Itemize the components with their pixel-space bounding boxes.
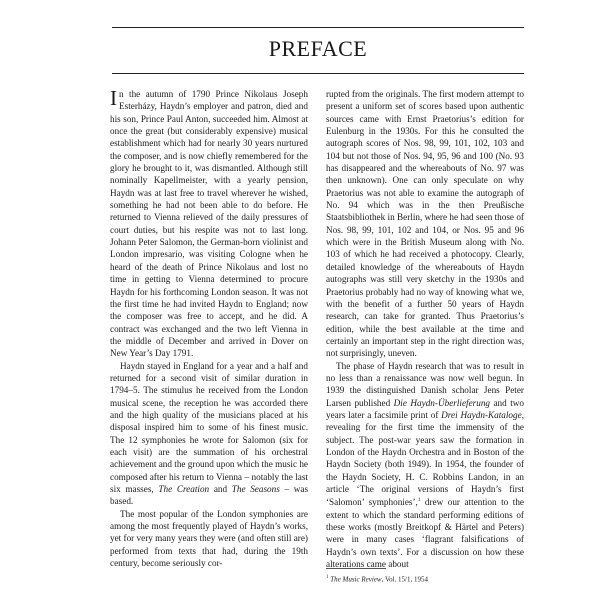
paragraph (110, 508, 308, 570)
paragraph-text: – was based. (110, 484, 309, 507)
work-title: Drei Haydn-Kataloge (441, 409, 522, 420)
paragraph-text: Haydn stayed in England for a year and a half and returned for a second visit of similar duration in 1794–5. The stimulus he received from the London musical scene, the reception he was accorded there and the high quality of the musicians placed at his disposal inspired him to some of his finest music. The 12 symphonies he wrote for Salomon (six for each visit) are the summation of his orchestral achievement and the ground upon which the music he composed after his return to Vienna – notably the last six masses, (110, 360, 308, 494)
paragraph-text: rupted from the originals. The first modern attempt to present a uniform set of scores based upon authentic sources came with Ernst Praetorius’s edition for Eulenburg in the 1930s. For this he consulted the autograph scores of Nos. 98, 99, 101, 102, 103 and 104 but not those of Nos. 94, 95, 96 and 100 (No. 93 has disappeared and the whereabouts of No. 97 was then unknown). One can only speculate on why Praetorius was not able to examine the autograph of No. 94 which was in the then Preußische Staatsbibliothek in Berlin, where he had seen those of Nos. 98, 99, 101, 102 and 104, or Nos. 95 and 96 which were in the British Museum along with No. 103 of which he had received a photocopy. Clearly, detailed knowledge of the whereabouts of Haydn autographs was still very sketchy in the 1930s and Praetorius probably had no way of knowing what we, with the benefit of a further 50 years of Haydn research, can take for granted. Thus Praetorius’s edition, while the best available at the time and certainly an important step in the right direction was, not surprisingly, uneven. (326, 89, 524, 359)
paragraph-text: The phase of Haydn research that was to result in no less than a renaissance was now well begun. In 1939 the distinguished Danish scholar Jens Peter Larsen published (326, 360, 524, 408)
paragraph-text: and two years later a facsimile print of (326, 397, 524, 420)
top-rule (112, 27, 524, 28)
right-column (326, 88, 524, 570)
work-title: Die Haydn-Überlieferung (393, 397, 491, 408)
footnote-marker: 1 (326, 575, 329, 580)
footnote-reference: 1 (417, 498, 421, 504)
paragraph (326, 360, 524, 571)
page-title: PREFACE (268, 36, 368, 61)
paragraph-text: , revealing for the first time the immensity of the subject. The post-war years saw the formation in London of the Haydn Orchestra and in Boston of the Haydn Society (both 1949). In 1954, the founder of the Haydn Society, H. C. Robbins Landon, in an article ‘The original versions of Haydn’s first ‘Salomon’ symphonies’, (326, 409, 524, 508)
heading-rule (112, 73, 524, 74)
paragraph (326, 88, 524, 360)
paragraph (110, 360, 308, 508)
work-title: The Seasons (231, 484, 280, 494)
paragraph (110, 88, 308, 360)
work-title: The Creation (158, 484, 210, 494)
left-column (110, 88, 308, 569)
drop-cap: I (110, 86, 117, 110)
footnote-details: , Vol. 15/1, 1954 (381, 575, 428, 584)
paragraph-text: and (209, 484, 232, 494)
footnote-rule (326, 568, 386, 569)
footnote-source: The Music Review (330, 575, 382, 584)
paragraph-text: The most popular of the London symphonies are among the most frequently played of Haydn’s works, yet for very many years they were (and often still are) performed from texts that had, during the 19th century, become seriously cor- (110, 508, 308, 569)
paragraph-text: drew our attention to the extent to which the standard performing editions of these works (mostly Breitkopf & Härtel and Peters) were in many cases ‘flagrant falsifications of Haydn’s own texts’. For a discussion on how these alterations came about (326, 497, 524, 570)
footnote (326, 573, 524, 584)
paragraph-text: n the autumn of 1790 Prince Nikolaus Joseph Esterházy, Haydn’s employer and patron, died and his son, Prince Paul Anton, succeeded him. Almost at once the great (but considerably expensive) musical establishment which had for nearly 30 years nurtured the composer, and is now chiefly remembered for the glory he brought to it, was dismantled. Although still nominally Kapellmeister, with a yearly pension, Haydn was at last free to travel wherever he wished, something he had not been able to do before. He returned to Vienna relieved of the daily pressures of court duties, but his respite was not to last long. Johann Peter Salomon, the German-born violinist and London impresario, was visiting Cologne when he heard of the death of Prince Nikolaus and lost no time in getting to Vienna determined to procure Haydn for his forthcoming London season. It was not the first time he had invited Haydn to England; now the composer was free to accept, and he did. A contract was exchanged and the two left Vienna in the middle of December and arrived in Dover on New Year’s Day 1791. (110, 89, 308, 359)
